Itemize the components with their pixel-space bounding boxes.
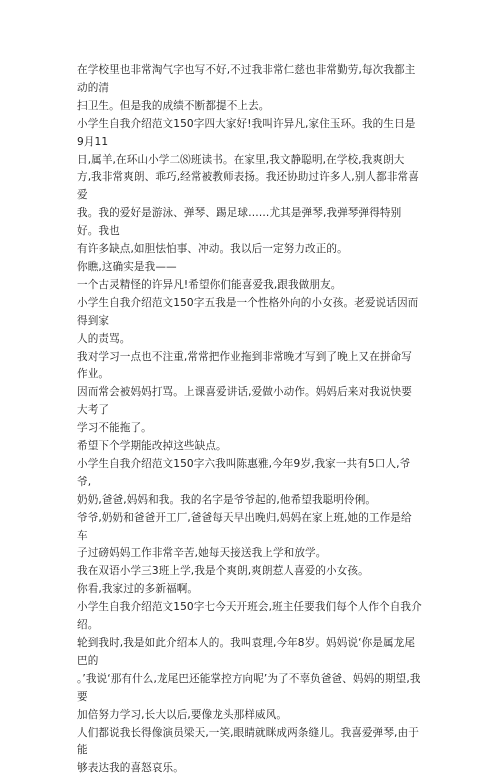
- paragraph-5: 小学生自我介绍范文150字五我是一个性格外向的小女孩。老爱说话因而得到家 人的责骂。: [77, 296, 419, 345]
- paragraph-6: 我对学习一点也不注重,常常把作业拖到非常晚才写到了晚上又在拼命写作业。 因而常会被妈妈打骂。上课喜爱讲话,爱做小动作。妈妈后来对我说快要大考了 学习不能拖了。: [77, 350, 412, 435]
- paragraph-4: 一个古灵精怪的许异凡!希望你们能喜爱我,跟我做朋友。: [77, 278, 342, 291]
- paragraph-10: 我在双语小学三3班上学,我是个爽朗,爽朗惹人喜爱的小女孩。: [77, 565, 369, 578]
- document-body: [77, 62, 422, 778]
- paragraph-7: 希望下个学期能改掉这些缺点。: [77, 440, 227, 453]
- paragraph-9: 爷爷,奶奶和爸爸开工厂,爸爸每天早出晚归,妈妈在家上班,她的工作是给车 子过磅妈妈工作非常辛苦,她每天接送我上学和放学。: [77, 511, 412, 560]
- paragraph-8: 小学生自我介绍范文150字六我叫陈惠雅,今年9岁,我家一共有5口人,爷爷, 奶奶,爸爸,妈妈和我。我的名字是爷爷起的,他希望我聪明伶俐。: [77, 457, 411, 506]
- paragraph-3: 你瞧,这确实是我——: [77, 260, 177, 273]
- paragraph-12: 小学生自我介绍范文150字七今天开班会,班主任要我们每个人作个自我介绍。 轮到我时,我是如此介绍本人的。我叫袁理,今年8岁。妈妈说‘你是属龙尾巴的 。’我说‘那有什么,龙尾巴还能掌控方向呢’为了不辜负爸爸、妈妈的期望,我要 加倍努力学习,长大以后,要像龙头那样威风。: [77, 601, 422, 721]
- paragraph-1: 在学校里也非常淘气字也写不好,不过我非常仁慈也非常勤劳,每次我都主动的清 扫卫生。但是我的成绩不断都提不上去。: [77, 64, 416, 112]
- paragraph-11: 你看,我家过的多新福啊。: [77, 583, 199, 596]
- paragraph-2: 小学生自我介绍范文150字四大家好!我叫许异凡,家住玉环。我的生日是9月11 日,属羊,在环山小学二⑻班读书。在家里,我文静聪明,在学校,我爽朗大 方,我非常爽朗、乖巧,经常被教师表扬。我还协助过许多人,别人都非常喜爱 我。我的爱好是游泳、弹琴、踢足球……尤其是弹琴,我弹琴弹得特别好。我也 有许多缺点,如胆怯怕事、冲动。我以后一定努力改正的。: [77, 117, 419, 256]
- paragraph-13: 人们都说我长得像演员梁天,一笑,眼睛就眯成两条缝儿。我喜爱弹琴,由于能 够表达我的喜怒哀乐。: [77, 726, 419, 775]
